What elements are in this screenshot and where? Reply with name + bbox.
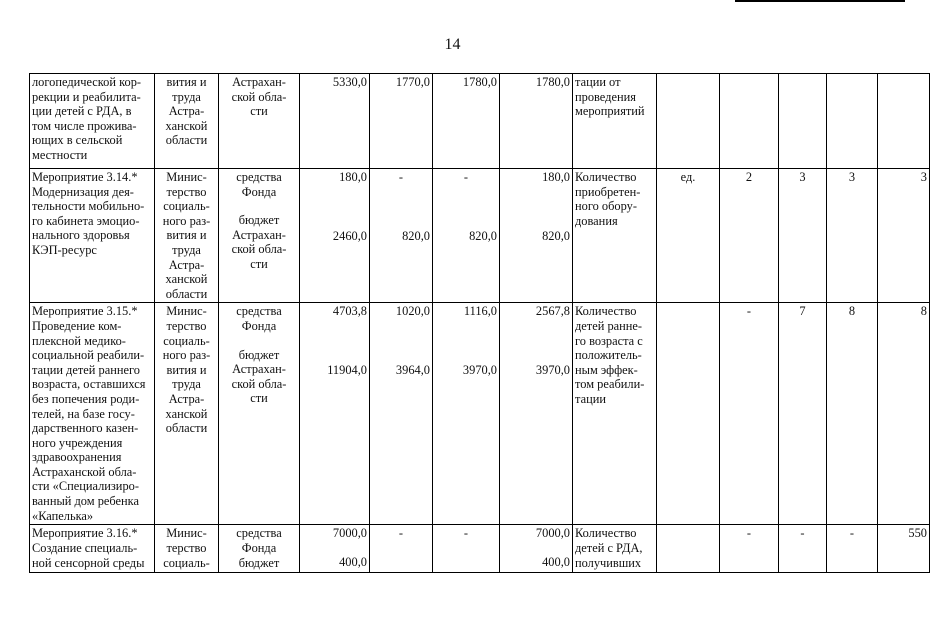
table-row xyxy=(30,525,930,573)
value-cell-1 xyxy=(720,74,779,169)
indicator-cell: Количество приобретен- ного обору- дования xyxy=(573,169,657,303)
total-cell: 7000,0 400,0 xyxy=(300,525,370,573)
indicator-cell: Количество детей ранне- го возраста с положитель- ным эффек- том реабили- тации xyxy=(573,303,657,525)
executor-cell: вития и труда Астра- ханской области xyxy=(155,74,219,169)
value-cell-1: - xyxy=(720,303,779,525)
program-table xyxy=(29,73,930,573)
indicator-cell: Количество детей с РДА, получивших xyxy=(573,525,657,573)
year3-cell: 180,0 820,0 xyxy=(500,169,573,303)
value-cell-4: 3 xyxy=(878,169,930,303)
table-row xyxy=(30,303,930,525)
year3-cell: 2567,8 3970,0 xyxy=(500,303,573,525)
source-cell: средства Фонда бюджет Астрахан- ской обла- сти xyxy=(219,303,300,525)
indicator-cell: тации от проведения мероприятий xyxy=(573,74,657,169)
event-cell: Мероприятие 3.16.* Создание специаль- ной сенсорной среды xyxy=(30,525,155,573)
year2-cell: 1116,0 3970,0 xyxy=(433,303,500,525)
year2-cell: 1780,0 xyxy=(433,74,500,169)
value-cell-2: 7 xyxy=(779,303,827,525)
value-cell-4: 550 xyxy=(878,525,930,573)
year3-cell: 7000,0 400,0 xyxy=(500,525,573,573)
table-row xyxy=(30,169,930,303)
source-cell: Астрахан- ской обла- сти xyxy=(219,74,300,169)
value-cell-4: 8 xyxy=(878,303,930,525)
unit-cell xyxy=(657,74,720,169)
event-cell: Мероприятие 3.14.* Модернизация дея- тельности мобильно- го кабинета эмоцио- нального здоровья КЭП-ресурс xyxy=(30,169,155,303)
value-cell-1: 2 xyxy=(720,169,779,303)
year1-cell: 1770,0 xyxy=(370,74,433,169)
value-cell-3: 3 xyxy=(827,169,878,303)
value-cell-3 xyxy=(827,74,878,169)
unit-cell xyxy=(657,525,720,573)
source-cell: средства Фонда бюджет Астрахан- ской обла- сти xyxy=(219,169,300,303)
total-cell: 180,0 2460,0 xyxy=(300,169,370,303)
executor-cell: Минис- терство социаль- ного раз- вития и труда Астра- ханской области xyxy=(155,169,219,303)
table-row xyxy=(30,74,930,169)
value-cell-4 xyxy=(878,74,930,169)
unit-cell: ед. xyxy=(657,169,720,303)
total-cell: 5330,0 xyxy=(300,74,370,169)
top-rule xyxy=(735,0,905,2)
event-cell: Мероприятие 3.15.* Проведение ком- плексной медико- социальной реабили- тации детей раннего возраста, оставшихся без попечения роди- телей, на базе госу- дарственного казен- ного учреждения здравоохранения Астраханской обла- сти «Специализиро- ванный дом ребенка «Капелька» xyxy=(30,303,155,525)
total-cell: 4703,8 11904,0 xyxy=(300,303,370,525)
year1-cell: - xyxy=(370,525,433,573)
year2-cell: - xyxy=(433,525,500,573)
value-cell-3: - xyxy=(827,525,878,573)
year1-cell: 1020,0 3964,0 xyxy=(370,303,433,525)
executor-cell: Минис- терство социаль- ного раз- вития и труда Астра- ханской области xyxy=(155,303,219,525)
event-cell: логопедической кор- рекции и реабилита- ции детей с РДА, в том числе прожива- ющих в сельской местности xyxy=(30,74,155,169)
value-cell-2: 3 xyxy=(779,169,827,303)
value-cell-2 xyxy=(779,74,827,169)
page-number: 14 xyxy=(444,36,461,53)
unit-cell xyxy=(657,303,720,525)
value-cell-1: - xyxy=(720,525,779,573)
value-cell-3: 8 xyxy=(827,303,878,525)
year2-cell: - 820,0 xyxy=(433,169,500,303)
value-cell-2: - xyxy=(779,525,827,573)
year1-cell: - 820,0 xyxy=(370,169,433,303)
executor-cell: Минис- терство социаль- xyxy=(155,525,219,573)
source-cell: средства Фонда бюджет xyxy=(219,525,300,573)
year3-cell: 1780,0 xyxy=(500,74,573,169)
